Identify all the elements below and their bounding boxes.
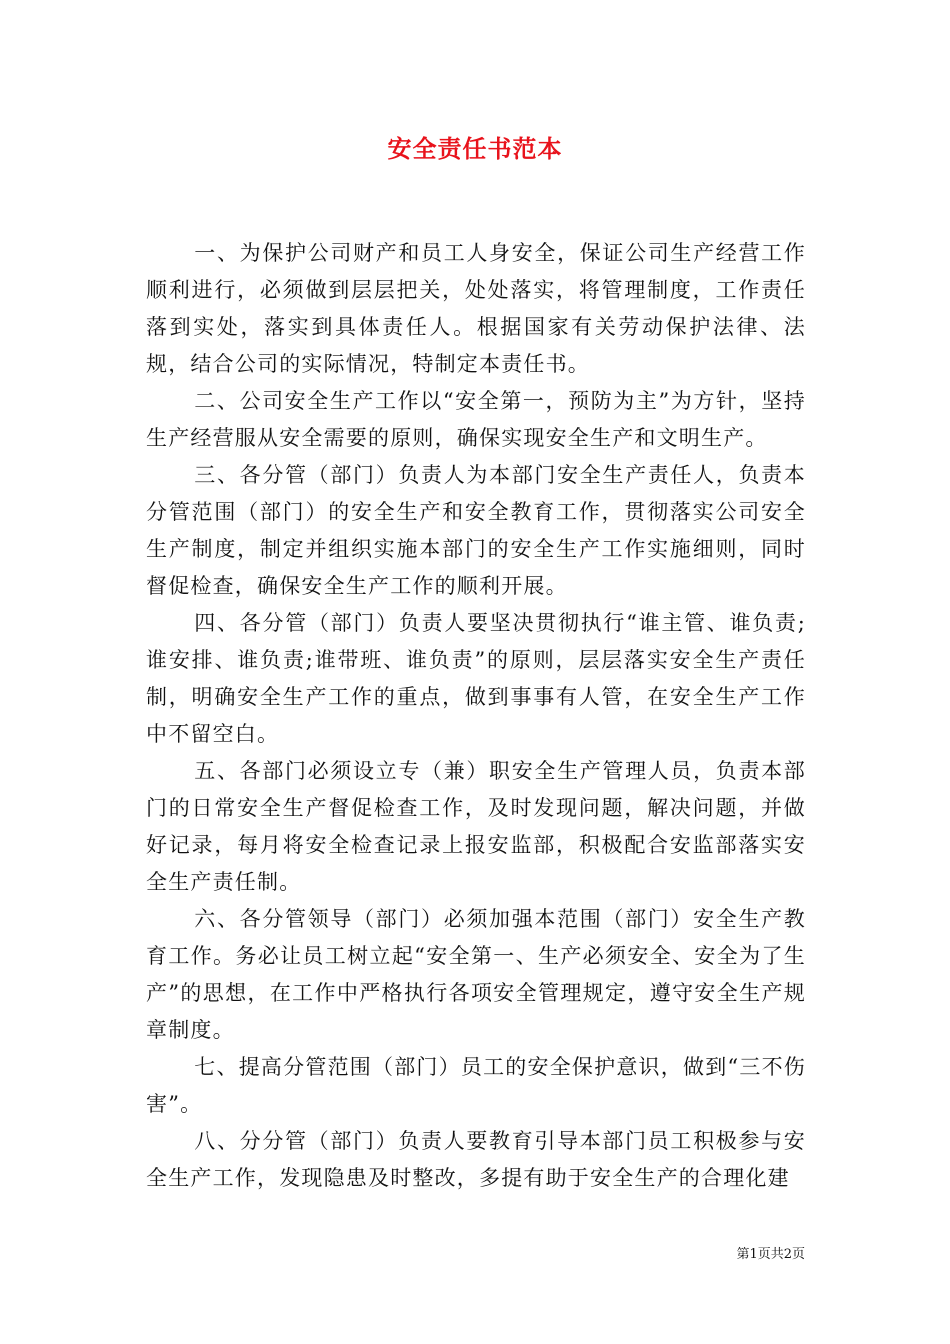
paragraph-4: 四、各分管（部门）负责人要坚决贯彻执行“谁主管、谁负责;谁安排、谁负责;谁带班、谁负责”的原则，层层落实安全生产责任制，明确安全生产工作的重点，做到事事有人管，在安全生产工作中不留空白。 — [146, 611, 806, 746]
paragraph-8: 八、分分管（部门）负责人要教育引导本部门员工积极参与安全生产工作，发现隐患及时整改，多提有助于安全生产的合理化建 — [146, 1129, 806, 1190]
document-title: 安全责任书范本 — [387, 134, 563, 163]
paragraph-6: 六、各分管领导（部门）必须加强本范围（部门）安全生产教育工作。务必让员工树立起“安全第一、生产必须安全、安全为了生产”的思想，在工作中严格执行各项安全管理规定，遵守安全生产规章制度。 — [146, 907, 806, 1042]
paragraph-1: 一、为保护公司财产和员工人身安全，保证公司生产经营工作顺利进行，必须做到层层把关，处处落实，将管理制度，工作责任落到实处，落实到具体责任人。根据国家有关劳动保护法律、法规，结合公司的实际情况，特制定本责任书。 — [146, 241, 806, 376]
paragraph-7: 七、提高分管范围（部门）员工的安全保护意识，做到“三不伤害”。 — [146, 1055, 806, 1116]
document-body — [146, 235, 806, 1197]
paragraph-3: 三、各分管（部门）负责人为本部门安全生产责任人，负责本分管范围（部门）的安全生产和安全教育工作，贯彻落实公司安全生产制度，制定并组织实施本部门的安全生产工作实施细则，同时督促检查，确保安全生产工作的顺利开展。 — [146, 463, 806, 598]
paragraph-2: 二、公司安全生产工作以“安全第一，预防为主”为方针，坚持生产经营服从安全需要的原则，确保实现安全生产和文明生产。 — [146, 389, 806, 450]
page-number: 第1页共2页 — [736, 1247, 805, 1262]
paragraph-5: 五、各部门必须设立专（兼）职安全生产管理人员，负责本部门的日常安全生产督促检查工作，及时发现问题，解决问题，并做好记录，每月将安全检查记录上报安监部，积极配合安监部落实安全生产责任制。 — [146, 759, 806, 894]
